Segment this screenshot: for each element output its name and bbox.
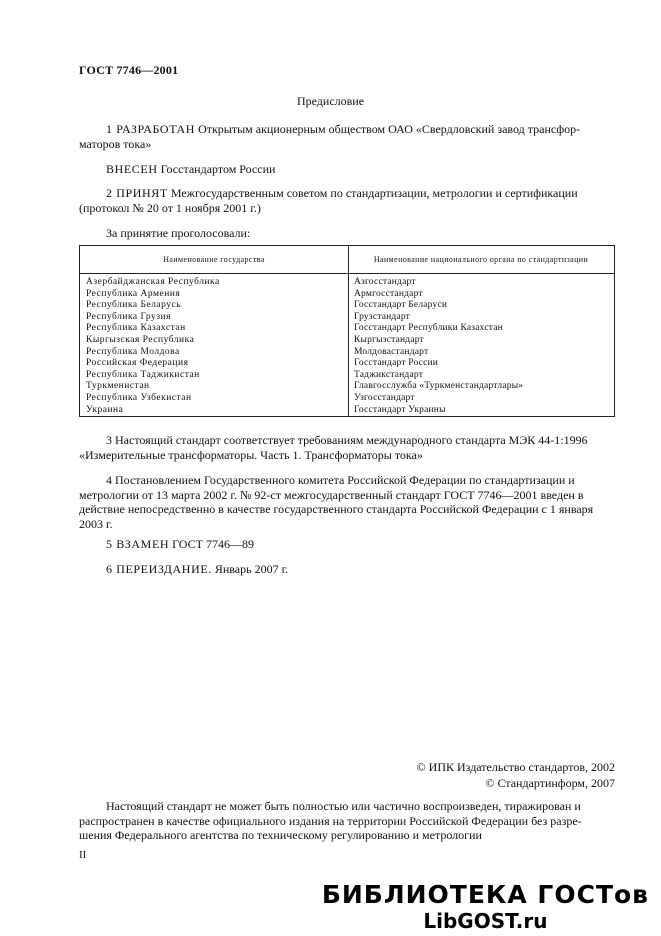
item-adopted-text: Межгосударственным советом по стандартизации, метрологии и сертификации <box>167 186 578 200</box>
table-cell-state: Туркменистан <box>86 381 150 392</box>
voted-caption-text: За принятие проголосовали: <box>106 226 251 240</box>
item-reissue <box>79 562 615 577</box>
item-developed-label: 1 РАЗРАБОТАН <box>106 122 196 136</box>
table-cell-body: Госстандарт Республики Казахстан <box>354 323 503 334</box>
table-cell-body: Таджикстандарт <box>354 369 424 380</box>
table-column-divider <box>348 246 349 416</box>
copyright-line-standartinform: © Стандартинформ, 2007 <box>485 775 615 790</box>
item-replaces <box>79 537 615 552</box>
item-developed <box>79 122 615 151</box>
item-replaces-text: ГОСТ 7746—89 <box>169 537 254 551</box>
table-cell-body: Азгосстандарт <box>354 277 416 287</box>
table-cell-body: Грузстандарт <box>354 311 411 322</box>
voting-table <box>79 245 615 417</box>
item-introduced-text: Госстандартом России <box>157 162 276 176</box>
states-column <box>86 277 220 416</box>
table-cell-state: Украина <box>86 404 124 415</box>
table-cell-body: Кыргызстандарт <box>354 334 424 345</box>
table-cell-state: Республика Таджикистан <box>86 369 200 380</box>
item-replaces-label: 5 ВЗАМЕН <box>106 537 170 551</box>
table-cell-state: Республика Молдова <box>86 346 180 357</box>
library-watermark <box>322 881 649 933</box>
item-adopted <box>79 186 615 215</box>
reproduction-notice-line2: распространен в качестве официального издания на территории Российской Федерации без разре- <box>79 813 582 828</box>
table-cell-state: Республика Казахстан <box>86 323 186 334</box>
table-cell-body: Армгосстандарт <box>354 288 423 299</box>
table-cell-state: Республика Грузия <box>86 311 171 322</box>
item-compliance <box>79 433 615 462</box>
copyright-block <box>417 760 615 791</box>
watermark-title: БИБЛИОТЕКА ГОСТов <box>321 880 649 909</box>
watermark-site: LibGOST.ru <box>423 909 548 933</box>
item-reissue-text: Январь 2007 г. <box>211 562 289 576</box>
item-resolution-line1: 4 Постановлением Государственного комитета Российской Федерации по стандартизации и <box>106 473 575 487</box>
table-cell-state: Кыргызская Республика <box>86 334 195 345</box>
item-compliance-line2: «Измерительные трансформаторы. Часть 1. Трансформаторы тока» <box>79 447 423 462</box>
item-developed-text-cont: маторов тока» <box>79 136 152 151</box>
table-cell-body: Молдовастандарт <box>354 346 429 357</box>
bodies-column <box>354 277 523 416</box>
item-resolution-line3: действие непосредственно в качестве государственного стандарта Российской Федерации с 1 января <box>79 502 594 516</box>
page-number: II <box>79 849 87 861</box>
item-resolution-line2: метрологии от 13 марта 2002 г. № 92-ст межгосударственный стандарт ГОСТ 7746—2001 введен в <box>79 487 584 502</box>
item-adopted-text-cont: (протокол № 20 от 1 ноября 2001 г.) <box>79 200 261 215</box>
voted-caption <box>79 226 615 241</box>
item-compliance-line1: 3 Настоящий стандарт соответствует требованиям международного стандарта МЭК 44-1:1996 <box>106 433 588 447</box>
copyright-line-ipk: © ИПК Издательство стандартов, 2002 <box>416 760 615 774</box>
item-resolution-line4: 2003 г. <box>79 516 113 531</box>
reproduction-notice <box>79 799 615 843</box>
table-cell-body: Госстандарт Украины <box>354 404 446 415</box>
item-introduced-label: ВНЕСЕН <box>106 162 158 176</box>
item-reissue-label: 6 ПЕРЕИЗДАНИЕ. <box>106 562 212 576</box>
table-cell-state: Республика Узбекистан <box>86 392 192 403</box>
item-developed-text: Открытым акционерным обществом ОАО «Свердловский завод трансфор- <box>195 122 581 136</box>
document-code: ГОСТ 7746—2001 <box>79 63 179 77</box>
table-header-body: Наименование национального органа по стандартизации <box>373 255 589 264</box>
table-header-state: Наименование государства <box>163 255 265 264</box>
item-resolution <box>79 473 615 531</box>
preface-title: Предисловие <box>296 94 365 108</box>
reproduction-notice-line1: Настоящий стандарт не может быть полностью или частично воспроизведен, тиражирован и <box>106 799 581 813</box>
table-cell-state: Российская Федерация <box>86 358 189 369</box>
item-adopted-label: 2 ПРИНЯТ <box>106 186 168 200</box>
table-cell-state: Азербайджанская Республика <box>86 277 220 287</box>
table-cell-body: Узгосстандарт <box>354 392 415 403</box>
table-cell-body: Госстандарт Беларуси <box>354 300 448 311</box>
table-cell-body: Госстандарт России <box>354 358 439 369</box>
table-cell-state: Республика Беларусь <box>86 300 182 311</box>
table-cell-body: Главгосслужба «Туркменстандартлары» <box>354 381 524 392</box>
item-introduced <box>79 162 615 177</box>
table-cell-state: Республика Армения <box>86 288 181 299</box>
reproduction-notice-line3: шения Федерального агентства по техническому регулированию и метрологии <box>79 828 482 842</box>
